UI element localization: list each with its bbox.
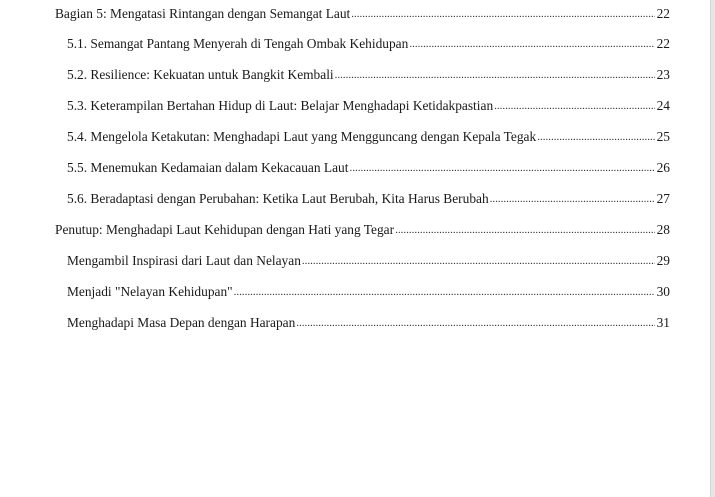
toc-dot-leader (335, 58, 655, 91)
toc-entry-page: 27 (656, 191, 670, 206)
toc-dot-leader (490, 182, 655, 215)
toc-dot-leader (409, 27, 655, 60)
toc-entry-title: Bagian 5: Mengatasi Rintangan dengan Semangat Laut (55, 6, 351, 21)
toc-entry-title: Menjadi "Nelayan Kehidupan" (67, 284, 233, 299)
toc-dot-leader (349, 151, 655, 184)
toc-entry-title: 5.4. Mengelola Ketakutan: Menghadapi Laut yang Mengguncang dengan Kepala Tegak (67, 129, 537, 144)
toc-entry-title: Mengambil Inspirasi dari Laut dan Nelayan (67, 253, 301, 268)
toc-dot-leader (302, 244, 655, 277)
toc-entry-title: 5.5. Menemukan Kedamaian dalam Kekacauan Laut (67, 160, 349, 175)
toc-dot-leader (234, 275, 655, 308)
toc-dot-leader (395, 213, 655, 246)
toc-entry[interactable] (55, 152, 670, 183)
toc-dot-leader (537, 120, 655, 153)
toc-entry-page: 25 (656, 129, 670, 144)
toc-entry-title: 5.2. Resilience: Kekuatan untuk Bangkit Kembali (67, 67, 334, 82)
toc-entry[interactable] (55, 245, 670, 276)
toc-entry-page: 31 (656, 315, 670, 330)
toc-entry-title: 5.6. Beradaptasi dengan Perubahan: Ketika Laut Berubah, Kita Harus Berubah (67, 191, 489, 206)
toc-entry-title: Menghadapi Masa Depan dengan Harapan (67, 315, 296, 330)
toc-entry-title: 5.3. Keterampilan Bertahan Hidup di Laut: Belajar Menghadapi Ketidakpastian (67, 98, 494, 113)
toc-entry-page: 26 (656, 160, 670, 175)
toc-entry[interactable] (55, 90, 670, 121)
toc-entry-page: 22 (656, 36, 670, 51)
toc-entry-page: 29 (656, 253, 670, 268)
toc-entry-page: 22 (656, 6, 670, 21)
toc-entry-page: 30 (656, 284, 670, 299)
toc-entry[interactable] (55, 307, 670, 338)
toc-entry[interactable] (55, 0, 670, 28)
toc-entry-page: 24 (656, 98, 670, 113)
table-of-contents (55, 0, 670, 338)
page-edge-divider (710, 0, 715, 497)
toc-dot-leader (296, 306, 655, 339)
toc-entry[interactable] (55, 183, 670, 214)
toc-entry[interactable] (55, 214, 670, 245)
toc-entry-page: 28 (656, 222, 670, 237)
toc-entry[interactable] (55, 59, 670, 90)
toc-entry-title: Penutup: Menghadapi Laut Kehidupan dengan Hati yang Tegar (55, 222, 395, 237)
toc-entry-title: 5.1. Semangat Pantang Menyerah di Tengah Ombak Kehidupan (67, 36, 409, 51)
toc-dot-leader (351, 0, 655, 28)
toc-entry[interactable] (55, 121, 670, 152)
toc-dot-leader (494, 89, 655, 122)
toc-entry[interactable] (55, 28, 670, 59)
toc-entry[interactable] (55, 276, 670, 307)
toc-entry-page: 23 (656, 67, 670, 82)
